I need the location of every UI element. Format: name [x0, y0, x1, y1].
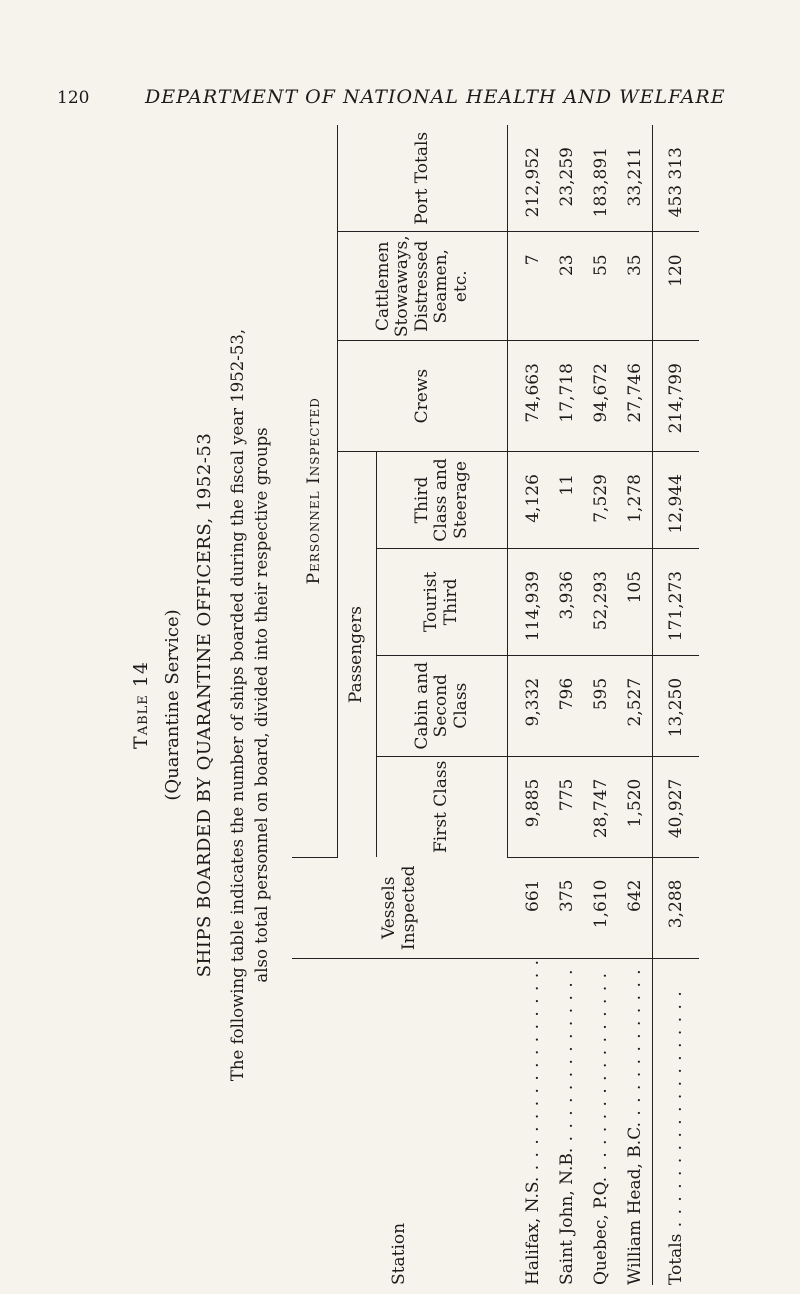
vessels-cell: 642 [618, 857, 653, 958]
header-tourist-third: Tourist Third [377, 548, 508, 655]
table-row [584, 125, 618, 1285]
running-head: DEPARTMENT OF NATIONAL HEALTH AND WELFARE [145, 86, 726, 108]
first-class-cell: 775 [550, 756, 584, 857]
cattlemen-cell: 55 [584, 232, 618, 341]
station-cell: Quebec, P.Q. . . . . . . . . . . . . . . . . [591, 971, 611, 1285]
header-vessels-inspected: Vessels Inspected [292, 857, 508, 958]
crews-cell: 74,663 [508, 341, 551, 452]
tourist-third-cell: 171,273 [653, 548, 700, 655]
table-description-line-2: also total personnel on board, divided into their respective groups [252, 427, 271, 983]
vessels-cell: 661 [508, 857, 551, 958]
table-row [550, 125, 584, 1285]
cabin-class-cell: 796 [550, 655, 584, 756]
crews-cell: 214,799 [653, 341, 700, 452]
header-cabin-second-class: Cabin and Second Class [377, 655, 508, 756]
cabin-class-cell: 595 [584, 655, 618, 756]
cattlemen-cell: 120 [653, 232, 700, 341]
cabin-class-cell: 13,250 [653, 655, 700, 756]
crews-cell: 17,718 [550, 341, 584, 452]
header-cattlemen: Cattlemen Stowaways, Distressed Seamen, etc. [338, 232, 508, 341]
cattlemen-cell: 35 [618, 232, 653, 341]
third-class-cell: 1,278 [618, 452, 653, 549]
table-description-line-1: The following table indicates the number of ships boarded during the fiscal year 1952-53, [228, 328, 247, 1082]
tourist-third-cell: 105 [618, 548, 653, 655]
port-totals-cell: 453 313 [653, 125, 700, 232]
rotated-table-sheet [130, 125, 686, 1285]
third-class-cell: 4,126 [508, 452, 551, 549]
port-totals-cell: 33,211 [618, 125, 653, 232]
third-class-cell: 7,529 [584, 452, 618, 549]
third-class-cell: 12,944 [653, 452, 700, 549]
table-title: SHIPS BOARDED BY QUARANTINE OFFICERS, 1952-53 [194, 432, 215, 978]
page-number: 120 [57, 88, 90, 108]
crews-cell: 27,746 [618, 341, 653, 452]
ships-boarded-table [292, 125, 699, 1285]
vessels-cell: 1,610 [584, 857, 618, 958]
tourist-third-cell: 3,936 [550, 548, 584, 655]
header-first-class: First Class [377, 756, 508, 857]
header-port-totals: Port Totals [338, 125, 508, 232]
station-cell: William Head, B.C. . . . . . . . . . . . . [625, 968, 645, 1285]
cattlemen-cell: 23 [550, 232, 584, 341]
header-passengers: Passengers [338, 452, 377, 857]
station-cell: Totals . . . . . . . . . . . . . . . . . . . [653, 958, 700, 1285]
first-class-cell: 28,747 [584, 756, 618, 857]
header-crews: Crews [338, 341, 508, 452]
header-third-class-steerage: Third Class and Steerage [377, 452, 508, 549]
tourist-third-cell: 52,293 [584, 548, 618, 655]
cabin-class-cell: 9,332 [508, 655, 551, 756]
port-totals-cell: 23,259 [550, 125, 584, 232]
vessels-cell: 375 [550, 857, 584, 958]
totals-row [653, 125, 700, 1285]
tourist-third-cell: 114,939 [508, 548, 551, 655]
first-class-cell: 40,927 [653, 756, 700, 857]
crews-cell: 94,672 [584, 341, 618, 452]
table-row [618, 125, 653, 1285]
first-class-cell: 1,520 [618, 756, 653, 857]
table-row [508, 125, 551, 1285]
header-station: Station [388, 1222, 409, 1285]
port-totals-cell: 183,891 [584, 125, 618, 232]
third-class-cell: 11 [550, 452, 584, 549]
table-number: Table 14 [130, 661, 152, 749]
header-personnel-inspected: Personnel Inspected [292, 125, 338, 857]
port-totals-cell: 212,952 [508, 125, 551, 232]
table-caption [130, 125, 292, 1285]
table-service: (Quarantine Service) [162, 609, 183, 801]
cattlemen-cell: 7 [508, 232, 551, 341]
station-cell: Halifax, N.S. . . . . . . . . . . . . . . . . . [522, 958, 543, 1285]
page-header [0, 82, 800, 112]
vessels-cell: 3,288 [653, 857, 700, 958]
first-class-cell: 9,885 [508, 756, 551, 857]
cabin-class-cell: 2,527 [618, 655, 653, 756]
station-cell: Saint John, N.B. . . . . . . . . . . . . . . [557, 968, 577, 1285]
